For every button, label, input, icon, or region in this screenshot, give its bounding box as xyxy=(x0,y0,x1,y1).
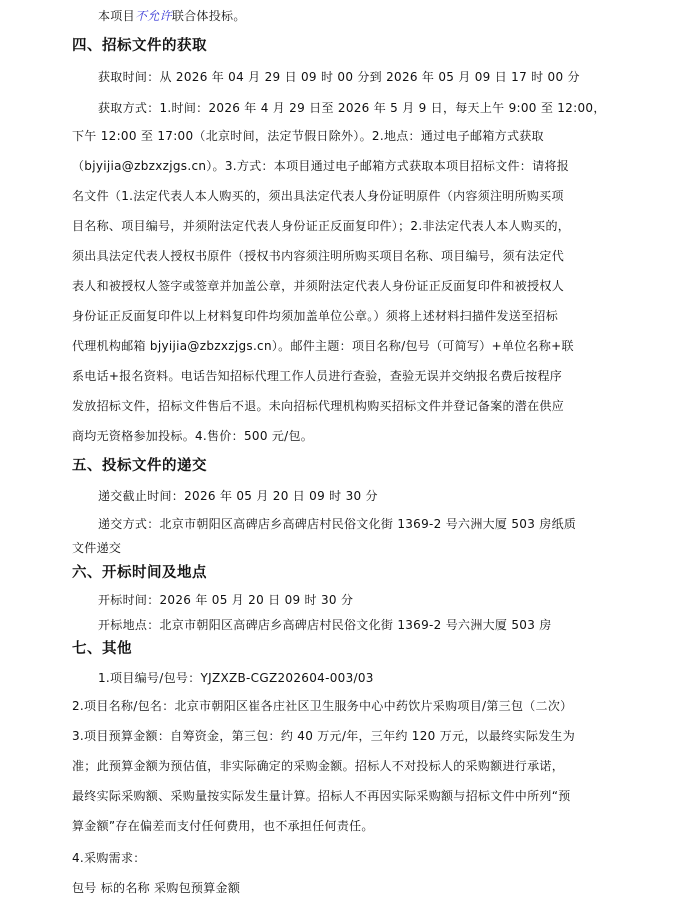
consortium-note-emphasis: 不允许 xyxy=(134,9,172,23)
budget-line-3: 最终实际采购额、采购量按实际发生量计算。招标人不再因实际采购额与招标文件中所列“预 xyxy=(72,789,571,803)
acquisition-method-line-3: （bjyijia@zbzxzjgs.cn）。3.方式：本项目通过电子邮箱方式获取本项目招标文件：请将报 xyxy=(72,159,569,173)
consortium-note-post: 联合体投标。 xyxy=(171,9,246,23)
procurement-requirements: 4.采购需求： xyxy=(72,851,146,865)
acquisition-method-line-11: 发放招标文件，招标文件售后不退。未向招标代理机构购买招标文件并登记备案的潜在供应 xyxy=(72,399,565,413)
acquisition-method-line-8: 身份证正反面复印件以上材料复印件均须加盖单位公章。）须将上述材料扫描件发送至招标 xyxy=(72,309,559,323)
submission-method-line-1: 递交方式：北京市朝阳区高碑店乡高碑店村民俗文化街 1369-2 号六洲大厦 503 房纸质 xyxy=(98,517,577,531)
project-name: 2.项目名称/包名：北京市朝阳区崔各庄社区卫生服务中心中药饮片采购项目/第三包（二次） xyxy=(72,699,573,713)
consortium-note xyxy=(98,8,246,24)
consortium-note-pre: 本项目 xyxy=(98,9,135,23)
acquisition-method-line-2: 下午 12:00 至 17:00（北京时间，法定节假日除外）。2.地点：通过电子邮箱方式获取 xyxy=(72,129,544,143)
acquisition-method-line-9: 代理机构邮箱 bjyijia@zbzxzjgs.cn）。邮件主题：项目名称/包号（可简写）+单位名称+联 xyxy=(72,339,574,353)
project-number: 1.项目编号/包号：YJZXZB-CGZ202604-003/03 xyxy=(98,671,374,685)
section-heading-5: 五、投标文件的递交 xyxy=(72,458,207,474)
acquisition-time: 获取时间：从 2026 年 04 月 29 日 09 时 00 分到 2026 年 05 月 09 日 17 时 00 分 xyxy=(98,70,580,84)
section-heading-6: 六、开标时间及地点 xyxy=(72,565,207,581)
opening-time: 开标时间：2026 年 05 月 20 日 09 时 30 分 xyxy=(98,593,354,607)
acquisition-method-line-7: 表人和被授权人签字或签章并加盖公章，并须附法定代表人身份证正反面复印件和被授权人 xyxy=(72,279,565,293)
requirements-table-header: 包号 标的名称 采购包预算金额 xyxy=(72,881,241,895)
budget-line-4: 算金额”存在偏差而支付任何费用，也不承担任何责任。 xyxy=(72,819,374,833)
acquisition-method-line-1: 获取方式：1.时间：2026 年 4 月 29 日至 2026 年 5 月 9 日，每天上午 9:00 至 12:00， xyxy=(98,101,606,115)
acquisition-method-line-5: 目名称、项目编号，并须附法定代表人身份证正反面复印件）；2.非法定代表人本人购买的， xyxy=(72,219,571,233)
acquisition-method-line-10: 系电话+报名资料。电话告知招标代理工作人员进行查验，查验无误并交纳报名费后按程序 xyxy=(72,369,563,383)
opening-location: 开标地点：北京市朝阳区高碑店乡高碑店村民俗文化街 1369-2 号六洲大厦 503 房 xyxy=(98,618,552,632)
submission-deadline: 递交截止时间：2026 年 05 月 20 日 09 时 30 分 xyxy=(98,489,378,503)
acquisition-method-line-6: 须出具法定代表人授权书原件（授权书内容须注明所购买项目名称、项目编号，须有法定代 xyxy=(72,249,565,263)
acquisition-method-line-12: 商均无资格参加投标。4.售价：500 元/包。 xyxy=(72,429,314,443)
submission-method-line-2: 文件递交 xyxy=(72,541,122,555)
section-heading-7: 七、其他 xyxy=(72,641,132,657)
budget-line-1: 3.项目预算金额：自筹资金，第三包：约 40 万元/年，三年约 120 万元，以最终实际发生为 xyxy=(72,729,576,743)
section-heading-4: 四、招标文件的获取 xyxy=(72,38,207,54)
acquisition-method-line-4: 名文件（1.法定代表人本人购买的，须出具法定代表人身份证明原件（内容须注明所购买项 xyxy=(72,189,564,203)
budget-line-2: 准；此预算金额为预估值，非实际确定的采购金额。招标人不对投标人的采购额进行承诺， xyxy=(72,759,565,773)
